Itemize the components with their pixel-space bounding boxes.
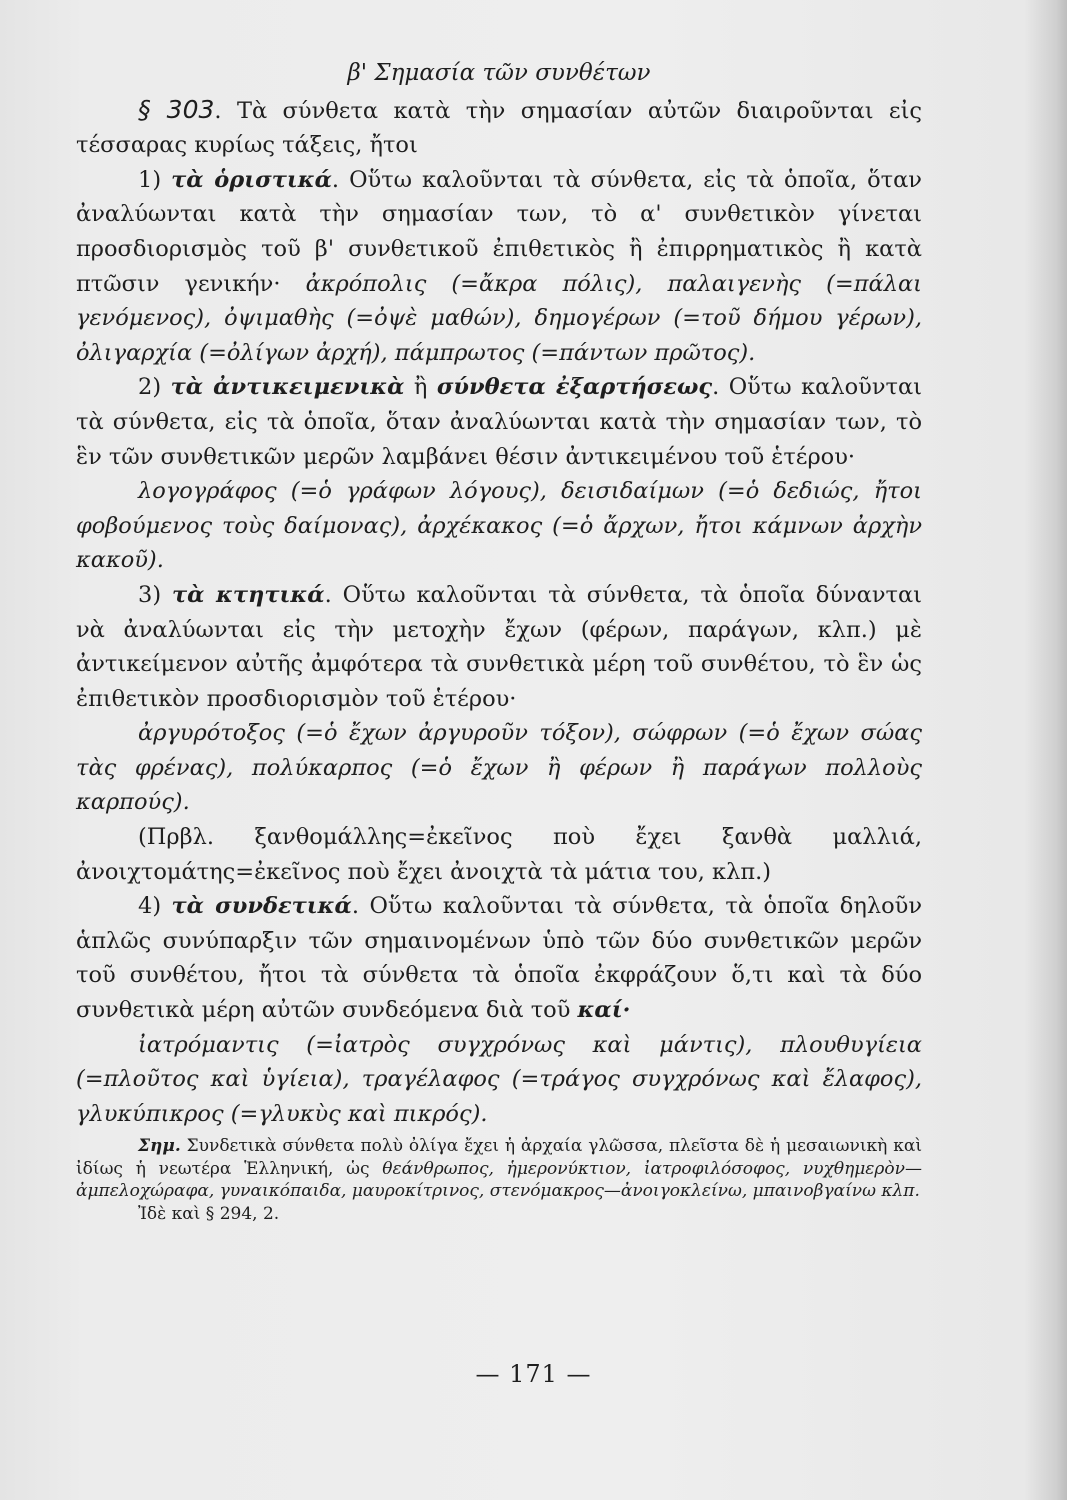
page-number: — 171 — (475, 1360, 592, 1388)
item-2-term2: σύνθετα ἐξαρτήσεως (436, 374, 713, 401)
section-number: § 303 (138, 94, 215, 124)
item-1 (76, 163, 922, 371)
item-1-examples: ἀκρόπολις (=ἄκρα πόλις), παλαιγενὴς (=πάλαι γενόμενος), ὀψιμαθὴς (=ὀψὲ μαθών), δημογέρων (=τοῦ δήμου γέρων), ὀλιγαρχία (=ὀλίγων ἀρχή), πάμπρωτος (=πάντων πρῶτος). (76, 270, 922, 366)
item-4-term: τὰ συνδετικά (171, 893, 352, 920)
footnote (76, 1135, 922, 1225)
item-1-term: τὰ ὁριστικά (171, 166, 332, 193)
footnote-see-also (76, 1203, 922, 1225)
footnote-text: Συνδετικὰ σύνθετα πολὺ ὀλίγα ἔχει ἡ ἀρχαία γλῶσσα, πλεῖστα δὲ ἡ μεσαιωνικὴ καὶ ἰδίως ἡ νεωτέρα Ἑλληνική, ὡς (76, 1136, 922, 1179)
item-4-examples-text: ἰατρόμαντις (=ἰατρὸς συγχρόνως καὶ μάντις), πλουθυγίεια (=πλοῦτος καὶ ὑγίεια), τραγέλαφος (=τράγος συγχρόνως καὶ ἔλαφος), γλυκύπικρος (=γλυκὺς καὶ πικρός). (76, 1031, 922, 1127)
item-2-num: 2) (138, 374, 162, 401)
item-1-num: 1) (138, 166, 162, 193)
section-intro-text: . Τὰ σύνθετα κατὰ τὴν σημασίαν αὐτῶν διαιροῦνται εἰς τέσσαρας κυρίως τάξεις, ἤτοι (76, 97, 922, 159)
item-3-compare (76, 820, 922, 889)
item-3-examples (76, 716, 922, 820)
footnote-examples: θεάνθρωπος, ἡμερονύκτιον, ἰατροφιλόσοφος, νυχθημερὸν—ἀμπελοχώραφα, γυναικόπαιδα, μαυροκίτρινος, στενόμακρος—ἀνοιγοκλείνω, μπαινοβγαίνω κλπ. (76, 1158, 922, 1202)
main-text (76, 56, 922, 1225)
item-3-num: 3) (138, 581, 162, 608)
item-3-compare-text: (Πρβλ. ξανθομάλλης=ἐκεῖνος ποὺ ἔχει ξανθὰ μαλλιά, ἀνοιχτομάτης=ἐκεῖνος ποὺ ἔχει ἀνοιχτὰ τὰ μάτια του, κλπ.) (76, 824, 922, 885)
item-3 (76, 578, 922, 716)
item-2-term-conj: ἢ (404, 374, 437, 401)
item-2-term: τὰ ἀντικειμενικὰ (170, 374, 405, 401)
item-4-text: . Οὕτω καλοῦνται τὰ σύνθετα, τὰ ὁποῖα δηλοῦν ἁπλῶς συνύπαρξιν τῶν σημαινομένων ὑπὸ τῶν δύο συνθετικῶν μερῶν τοῦ συνθέτου, ἤτοι τὰ σύνθετα τὰ ὁποῖα ἐκφράζουν ὅ,τι καὶ τὰ δύο συνθετικὰ μέρη αὐτῶν συνδεόμενα διὰ τοῦ (76, 893, 922, 1024)
item-4 (76, 889, 922, 1027)
item-2-examples-text: λογογράφος (=ὁ γράφων λόγους), δεισιδαίμων (=ὁ δεδιώς, ἤτοι φοβούμενος τοὺς δαίμονας), ἀρχέκακος (=ὁ ἄρχων, ἤτοι κάμνων ἀρχὴν κακοῦ). (76, 478, 922, 574)
section-heading: β' Σημασία τῶν συνθέτων (347, 60, 651, 86)
item-4-examples (76, 1028, 922, 1132)
item-3-term: τὰ κτητικά (172, 581, 325, 608)
footnote-label: Σημ. (138, 1136, 181, 1157)
item-3-examples-text: ἀργυρότοξος (=ὁ ἔχων ἀργυροῦν τόξον), σώφρων (=ὁ ἔχων σώας τὰς φρένας), πολύκαρπος (=ὁ ἔχων ἢ φέρων ἢ παράγων πολλοὺς καρπούς). (76, 720, 922, 816)
item-4-num: 4) (138, 893, 162, 920)
item-2-examples (76, 474, 922, 578)
item-1-text: . Οὕτω καλοῦνται τὰ σύνθετα, εἰς τὰ ὁποῖα, ὅταν ἀναλύωνται κατὰ τὴν σημασίαν των, τὸ α' συνθετικὸν γίνεται προσδιορισμὸς τοῦ β' συνθετικοῦ ἐπιθετικὸς ἢ ἐπιρρηματικὸς ἢ κατὰ πτῶσιν γενικήν· (76, 166, 922, 297)
footnote-see-also-text: Ἰδὲ καὶ § 294, 2. (138, 1203, 280, 1224)
footnote-body (76, 1135, 922, 1202)
item-2-text: . Οὕτω καλοῦνται τὰ σύνθετα, εἰς τὰ ὁποῖα, ὅταν ἀναλύωνται κατὰ τὴν σημασίαν των, τὸ ἓν τῶν συνθετικῶν μερῶν λαμβάνει θέσιν ἀντικειμένου τοῦ ἑτέρου· (76, 374, 922, 470)
item-4-kai: καί· (577, 997, 631, 1024)
section-intro (76, 93, 922, 163)
item-3-text: . Οὕτω καλοῦνται τὰ σύνθετα, τὰ ὁποῖα δύνανται νὰ ἀναλύωνται εἰς τὴν μετοχὴν ἔχων (φέρων, παράγων, κλπ.) μὲ ἀντικείμενον αὐτῆς ἀμφότερα τὰ συνθετικὰ μέρη τοῦ συνθέτου, τὸ ἓν ὡς ἐπιθετικὸν προσδιορισμὸν τοῦ ἑτέρου· (76, 581, 922, 712)
item-2 (76, 370, 922, 474)
